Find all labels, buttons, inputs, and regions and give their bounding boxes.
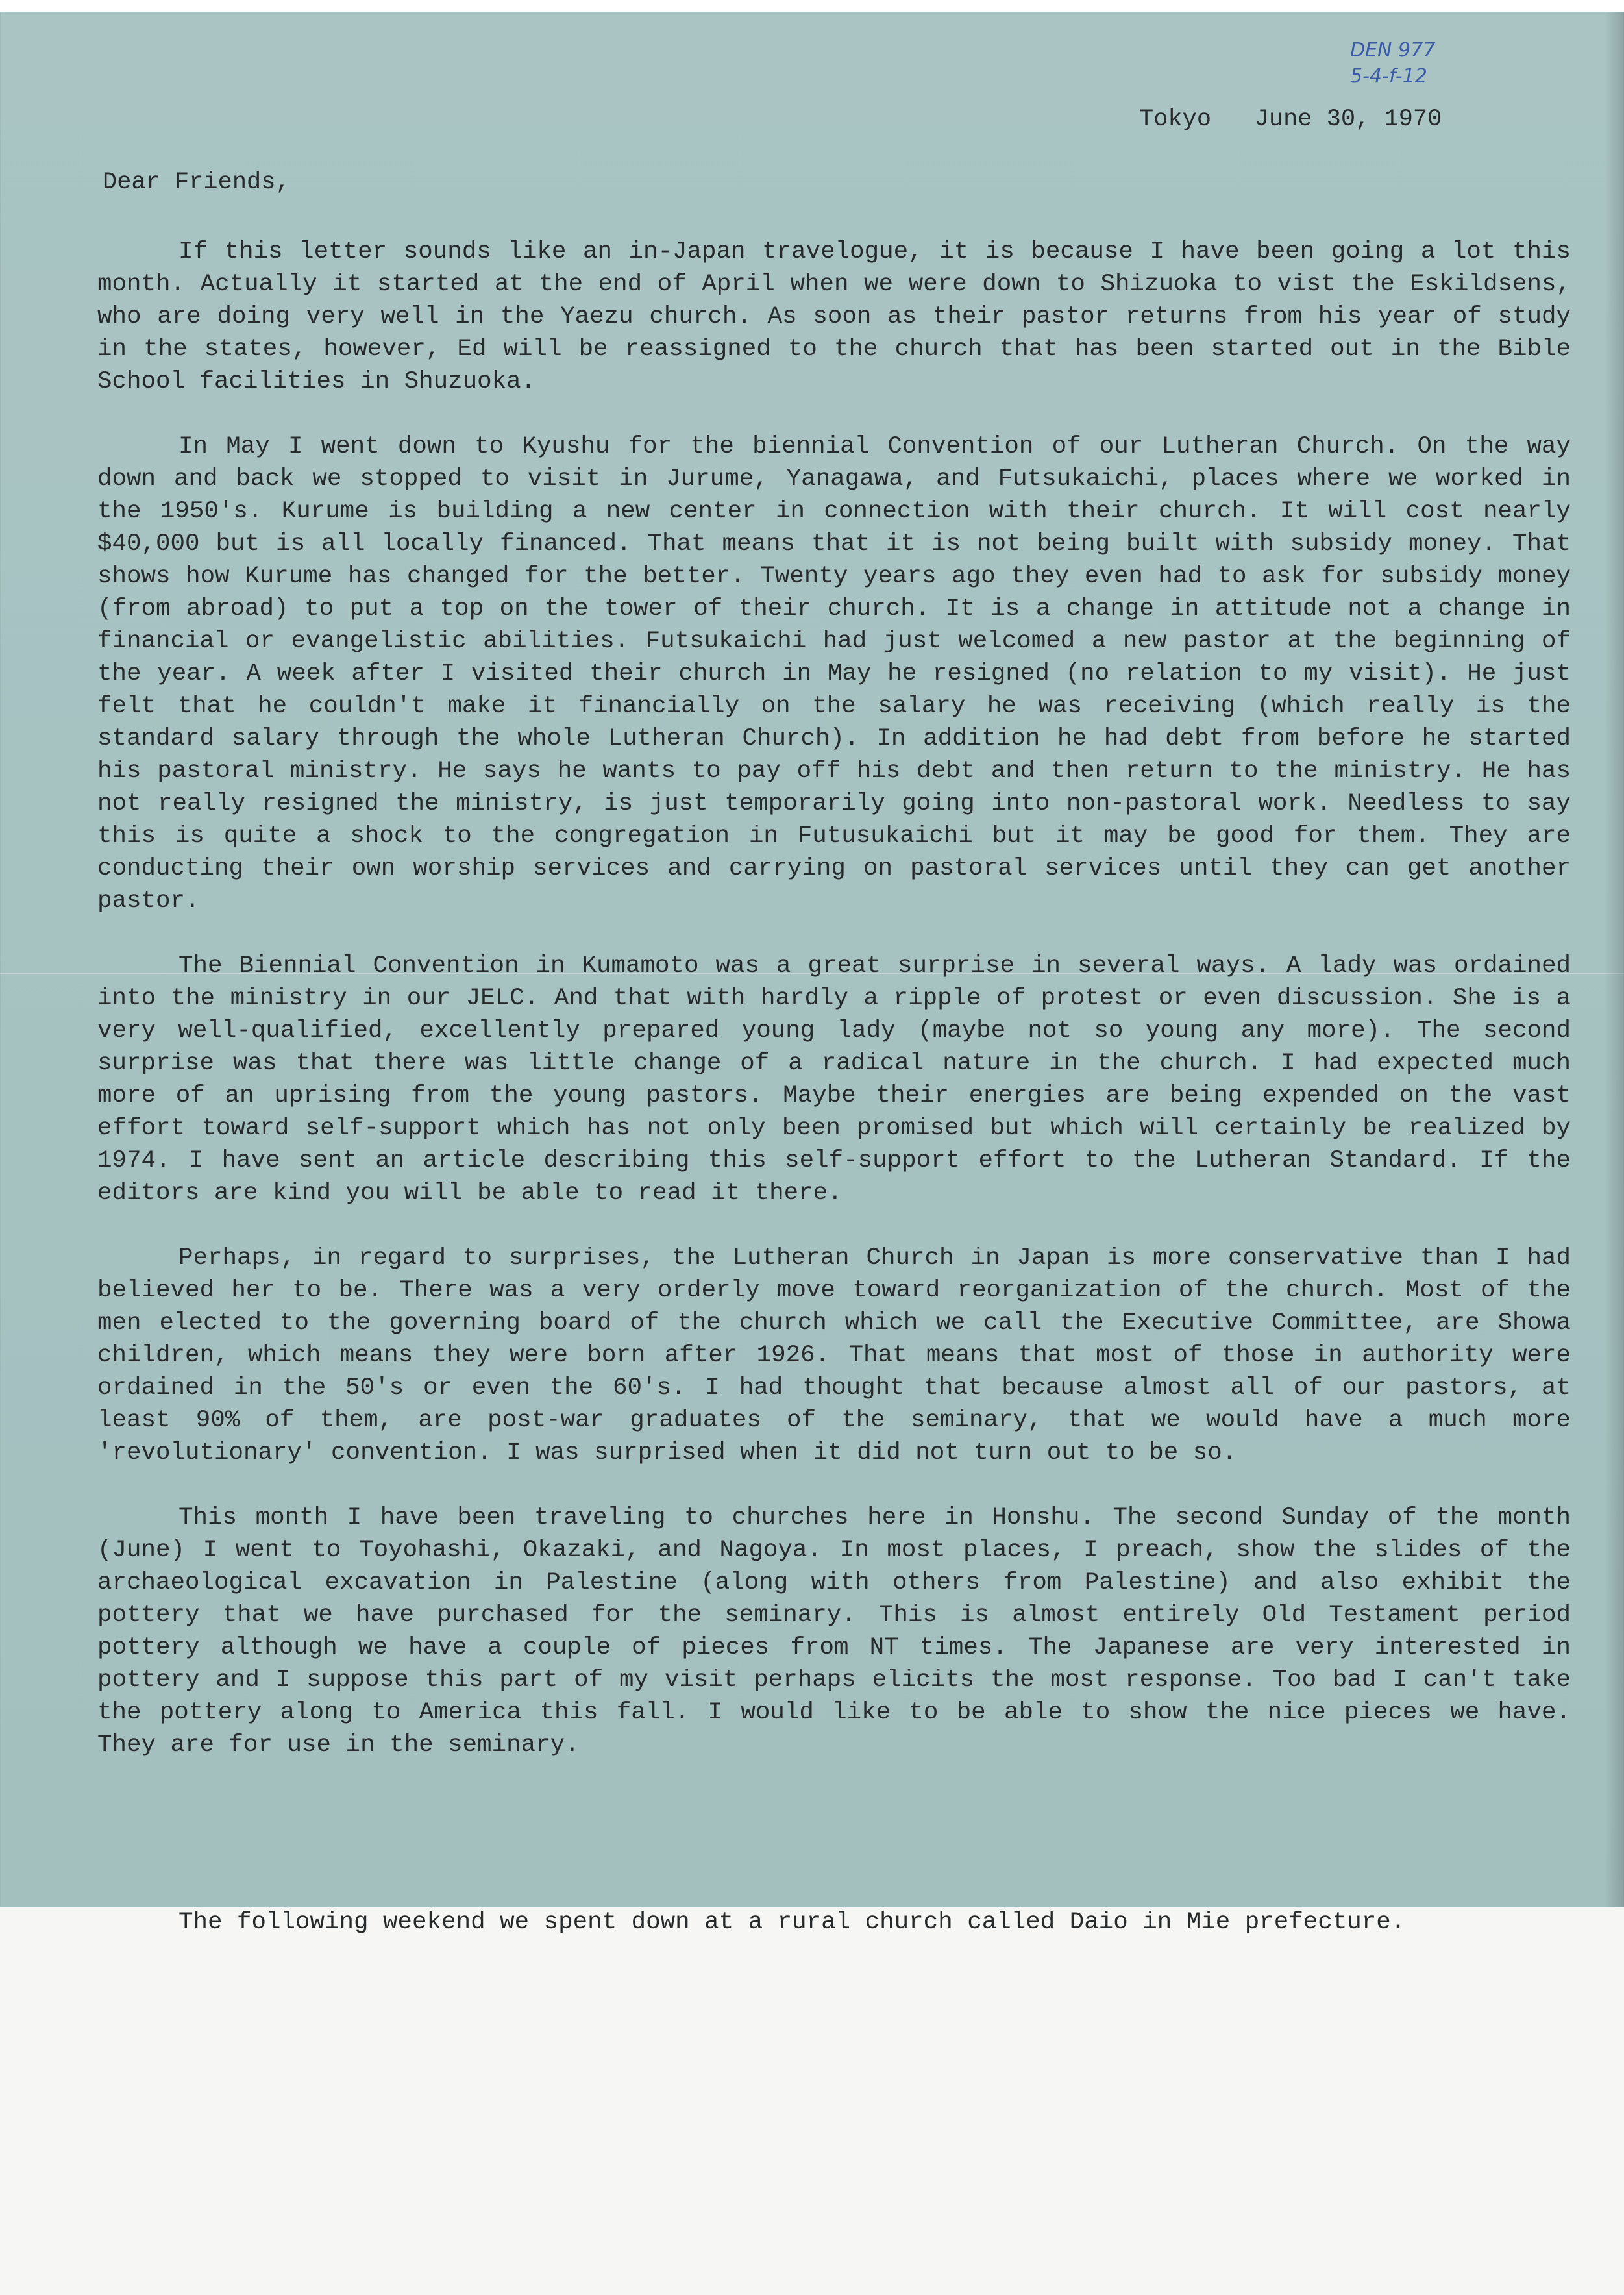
letter-body <box>97 236 1571 1794</box>
letter-page <box>0 12 1624 1936</box>
paragraph-5: This month I have been traveling to churches here in Honshu. The second Sunday of the month (June) I went to Toyohashi, Okazaki, and Nagoya. In most places, I preach, show the slides of the archaeological excavation in Palestine (along with others from Palestine) and also exhibit the pottery that we have purchased for the seminary. This is almost entirely Old Testament period pottery although we have a couple of pieces from NT times. The Japanese are very interested in pottery and I suppose this part of my visit perhaps elicits the most response. Too bad I can't take the pottery along to America this fall. I would like to be able to show the nice pieces we have. They are for use in the seminary. <box>97 1504 1571 1759</box>
paragraph-4: Perhaps, in regard to surprises, the Lutheran Church in Japan is more conservative than I had believed her to be. There was a very orderly move toward reorganization of the church. Most of the men elected to the governing board of the church which we call the Executive Committee, are Showa children, which means they were born after 1926. That means that most of those in authority were ordained in the 50's or even the 60's. I had thought that because almost all of our pastors, at least 90% of them, are post-war graduates of the seminary, that we would have a much more 'revolutionary' convention. I was surprised when it did not turn out to be so. <box>97 1245 1571 1467</box>
dateline-place: Tokyo <box>1139 106 1212 133</box>
archive-mark-line-2: 5-4-f-12 <box>1350 65 1427 88</box>
paragraph-1: If this letter sounds like an in-Japan travelogue, it is because I have been going a lot this month. Actually it started at the end of April when we were down to Shizuoka to vist the Eskildsens, who are doing very well in the Yaezu church. As soon as their pastor returns from his year of study in the states, however, Ed will be reassigned to the church that has been started out in the Bible School facilities in Shuzuoka. <box>97 238 1571 395</box>
dateline <box>1139 106 1442 133</box>
paper-edge-shadow <box>1605 12 1624 1907</box>
dateline-date: June 30, 1970 <box>1254 106 1442 133</box>
archive-mark-line-1: DEN 977 <box>1350 39 1436 62</box>
archive-handwritten-mark <box>1350 38 1435 90</box>
cutoff-text-line: The following weekend we spent down at a rural church called Daio in Mie prefecture. <box>178 1909 1406 1936</box>
dateline-spacer <box>1211 106 1255 133</box>
paragraph-3: The Biennial Convention in Kumamoto was a great surprise in several ways. A lady was ordained into the ministry in our JELC. And that with hardly a ripple of protest or even discussion. She is a very well-qualified, excellently prepared young lady (maybe not so young any more). The second surprise was that there was little change of a radical nature in the church. I had expected much more of an uprising from the young pastors. Maybe their energies are being expended on the vast effort toward self-support which has not only been promised but which will certainly be realized by 1974. I have sent an article describing this self-support effort to the Lutheran Standard. If the editors are kind you will be able to read it there. <box>97 952 1571 1207</box>
scan-top-margin <box>0 0 1624 12</box>
salutation: Dear Friends, <box>103 169 290 196</box>
paragraph-2: In May I went down to Kyushu for the biennial Convention of our Lutheran Church. On the way down and back we stopped to visit in Jurume, Yanagawa, and Futsukaichi, places where we worked in the 1950's. Kurume is building a new center in connection with their church. It will cost nearly $40,000 but is all locally financed. That means that it is not being built with subsidy money. That shows how Kurume has changed for the better. Twenty years ago they even had to ask for subsidy money (from abroad) to put a top on the tower of their church. It is a change in attitude not a change in financial or evangelistic abilities. Futsukaichi had just welcomed a new pastor at the beginning of the year. A week after I visited their church in May he resigned (no relation to my visit). He just felt that he couldn't make it financially on the salary he was receiving (which really is the standard salary through the whole Lutheran Church). In addition he had debt from before he started his pastoral ministry. He says he wants to pay off his debt and then return to the ministry. He has not really resigned the ministry, is just temporarily going into non-pastoral work. Needless to say this is quite a shock to the congregation in Futusukaichi but it may be good for them. They are conducting their own worship services and carrying on pastoral services until they can get another pastor. <box>97 433 1571 915</box>
